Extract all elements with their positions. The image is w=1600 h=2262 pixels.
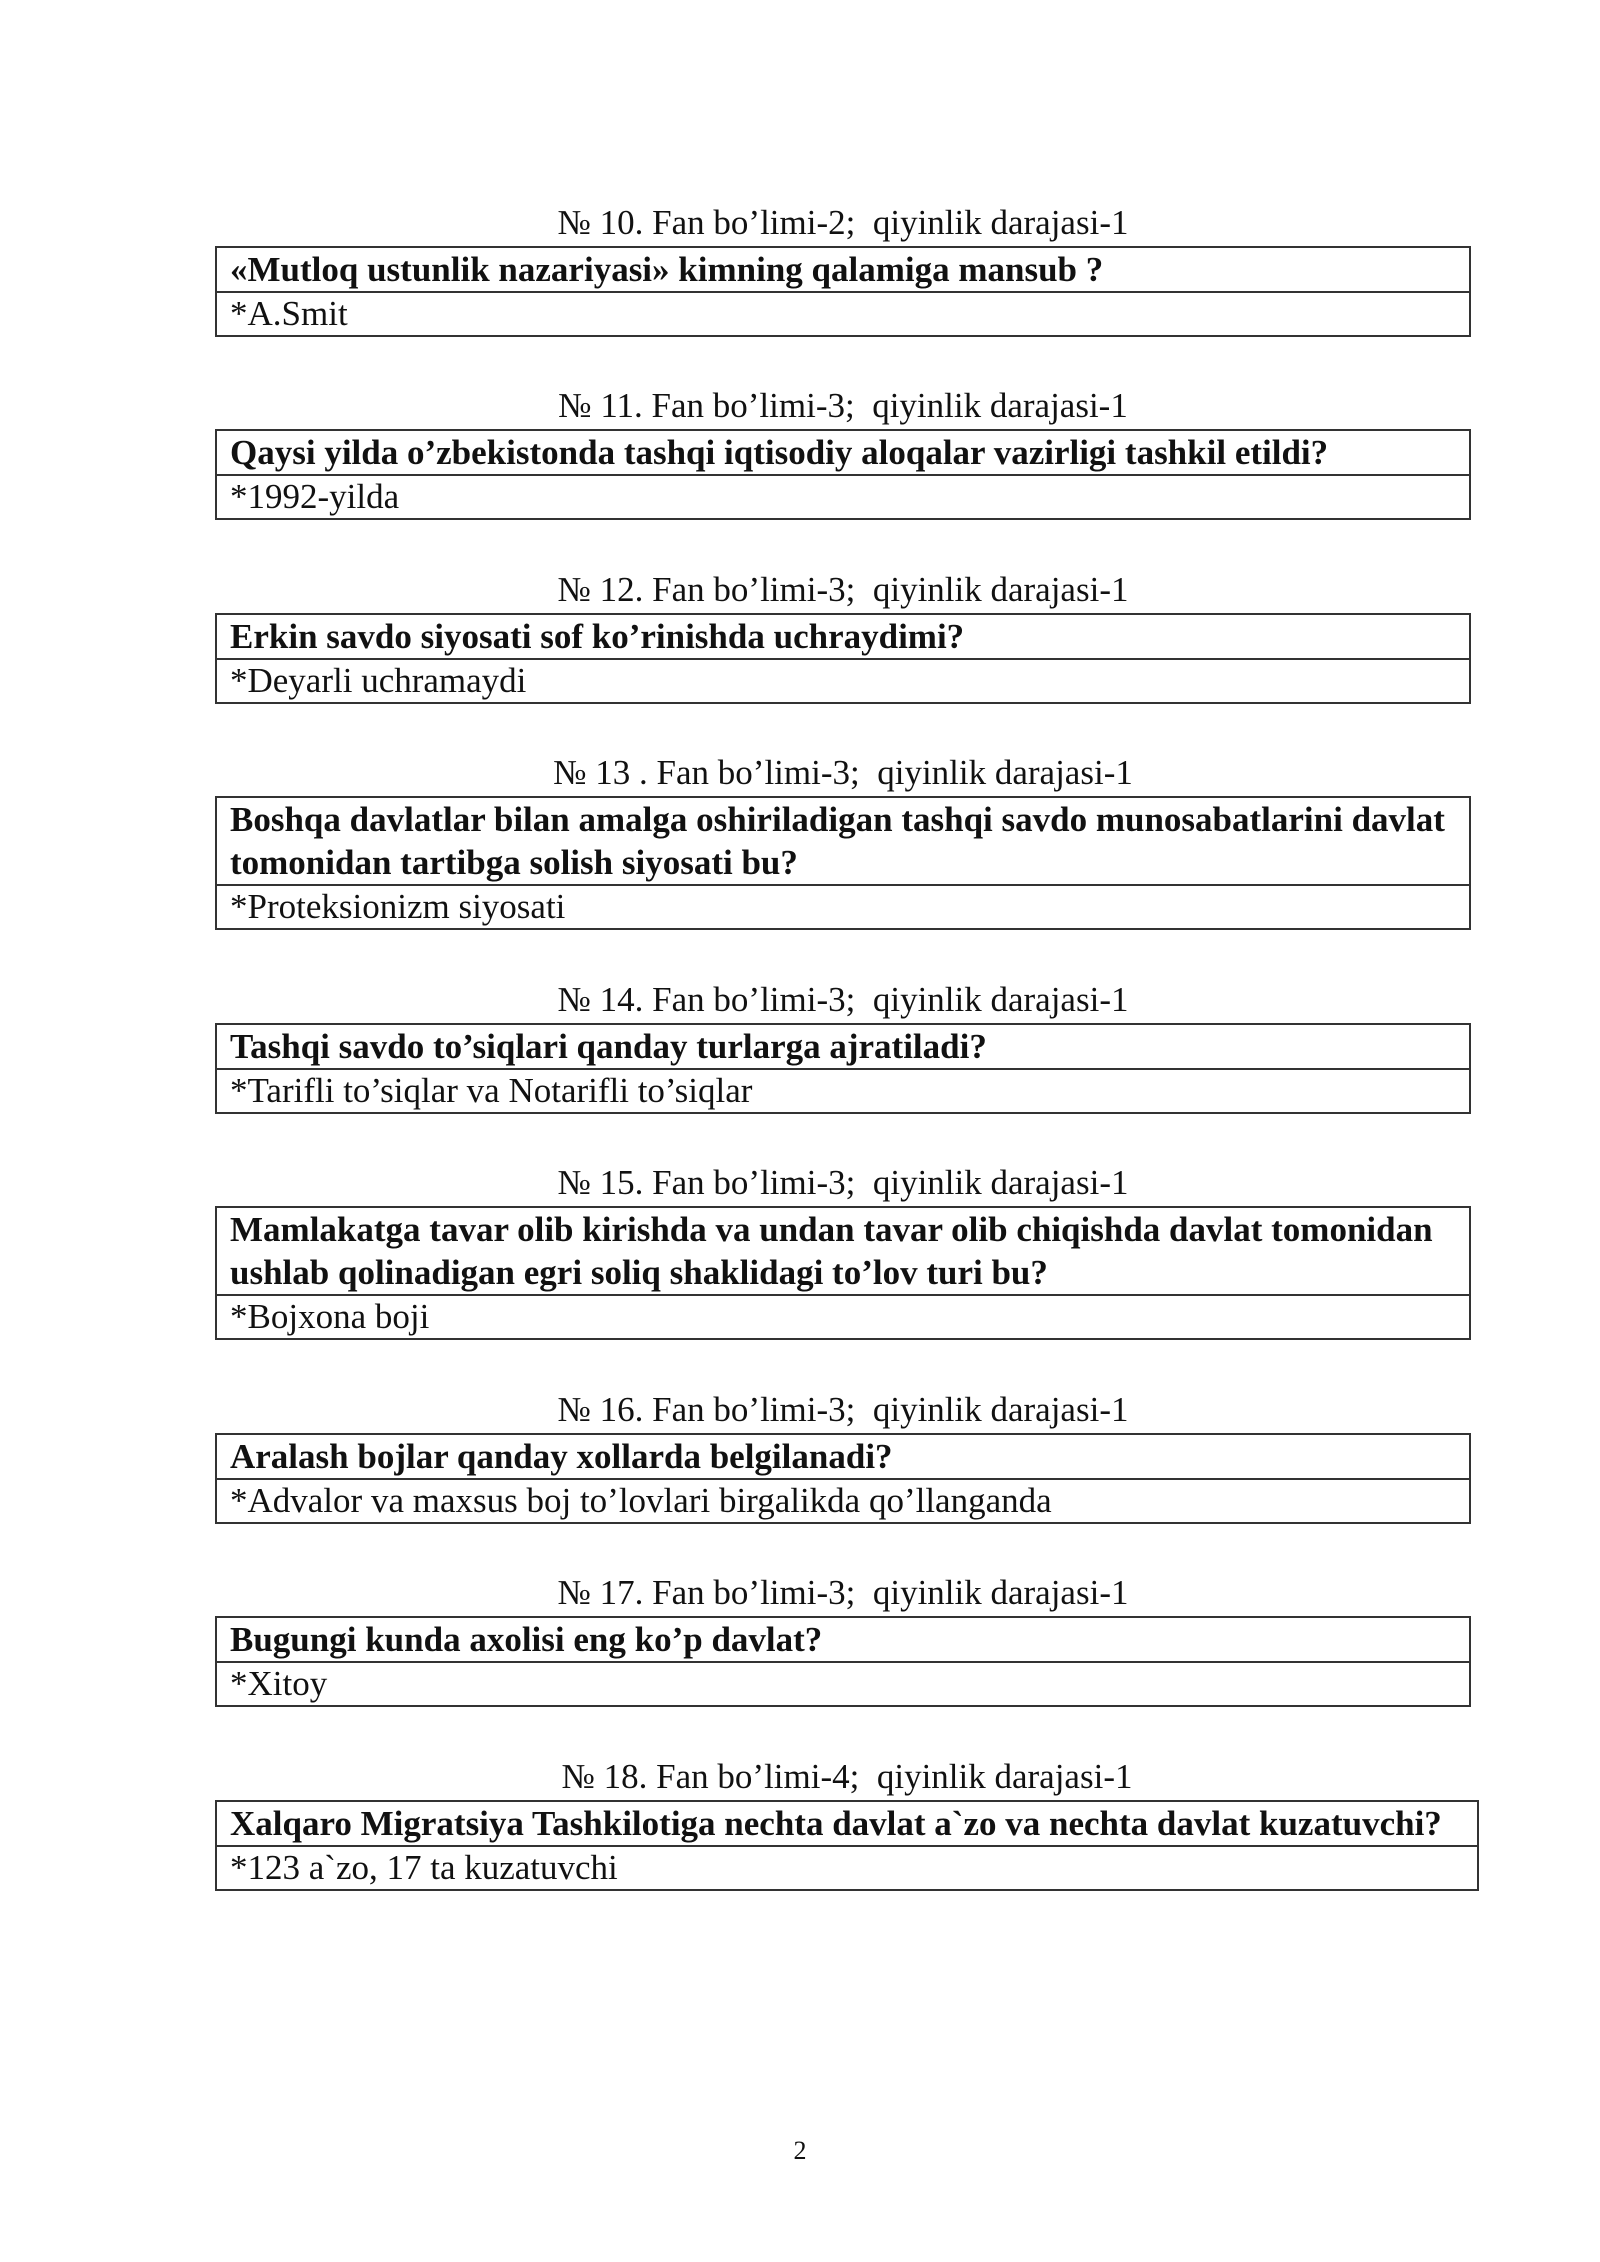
question-table <box>215 796 1471 930</box>
question-text: Mamlakatga tavar olib kirishda va undan tavar olib chiqishda davlat tomonidan ushlab qolinadigan egri soliq shaklidagi to’lov turi bu? <box>217 1208 1469 1296</box>
question-text: «Mutloq ustunlik nazariyasi» kimning qalamiga mansub ? <box>217 248 1469 293</box>
question-header: № 17. Fan bo’limi-3; qiyinlik darajasi-1 <box>557 1573 1129 1612</box>
question-table <box>215 1616 1471 1707</box>
question-header: № 13 . Fan bo’limi-3; qiyinlik darajasi-1 <box>553 753 1133 792</box>
question-text: Xalqaro Migratsiya Tashkilotiga nechta davlat a`zo va nechta davlat kuzatuvchi? <box>217 1802 1477 1847</box>
answer-text: *Proteksionizm siyosati <box>230 887 566 926</box>
answer-text: *Tarifli to’siqlar va Notarifli to’siqlar <box>230 1071 753 1110</box>
question-header: № 18. Fan bo’limi-4; qiyinlik darajasi-1 <box>561 1757 1133 1796</box>
question-text: Bugungi kunda axolisi eng ko’p davlat? <box>217 1618 1469 1663</box>
answer-text: *123 a`zo, 17 ta kuzatuvchi <box>230 1848 618 1887</box>
answer-text: *Advalor va maxsus boj to’lovlari birgalikda qo’llanganda <box>230 1481 1052 1520</box>
question-header: № 11. Fan bo’limi-3; qiyinlik darajasi-1 <box>558 386 1128 425</box>
question-table <box>215 1023 1471 1114</box>
question-header: № 12. Fan bo’limi-3; qiyinlik darajasi-1 <box>557 570 1129 609</box>
answer-text: *1992-yilda <box>230 477 400 516</box>
question-text: Erkin savdo siyosati sof ko’rinishda uchraydimi? <box>217 615 1469 660</box>
question-text: Tashqi savdo to’siqlari qanday turlarga ajratiladi? <box>217 1025 1469 1070</box>
answer-text: *Bojxona boji <box>230 1297 430 1336</box>
question-header: № 16. Fan bo’limi-3; qiyinlik darajasi-1 <box>557 1390 1129 1429</box>
question-text: Aralash bojlar qanday xollarda belgilanadi? <box>217 1435 1469 1480</box>
question-table <box>215 429 1471 520</box>
question-header: № 14. Fan bo’limi-3; qiyinlik darajasi-1 <box>557 980 1129 1019</box>
question-table <box>215 613 1471 704</box>
question-table <box>215 1433 1471 1524</box>
page-number: 2 <box>793 2136 807 2165</box>
question-table <box>215 246 1471 337</box>
question-table <box>215 1800 1479 1891</box>
question-text: Qaysi yilda o’zbekistonda tashqi iqtisodiy aloqalar vazirligi tashkil etildi? <box>217 431 1469 476</box>
answer-text: *Deyarli uchramaydi <box>230 661 527 700</box>
question-text: Boshqa davlatlar bilan amalga oshiriladigan tashqi savdo munosabatlarini davlat tomonidan tartibga solish siyosati bu? <box>217 798 1469 886</box>
question-header: № 10. Fan bo’limi-2; qiyinlik darajasi-1 <box>557 203 1129 242</box>
question-table <box>215 1206 1471 1340</box>
question-header: № 15. Fan bo’limi-3; qiyinlik darajasi-1 <box>557 1163 1129 1202</box>
answer-text: *A.Smit <box>230 294 348 333</box>
answer-text: *Xitoy <box>230 1664 328 1703</box>
